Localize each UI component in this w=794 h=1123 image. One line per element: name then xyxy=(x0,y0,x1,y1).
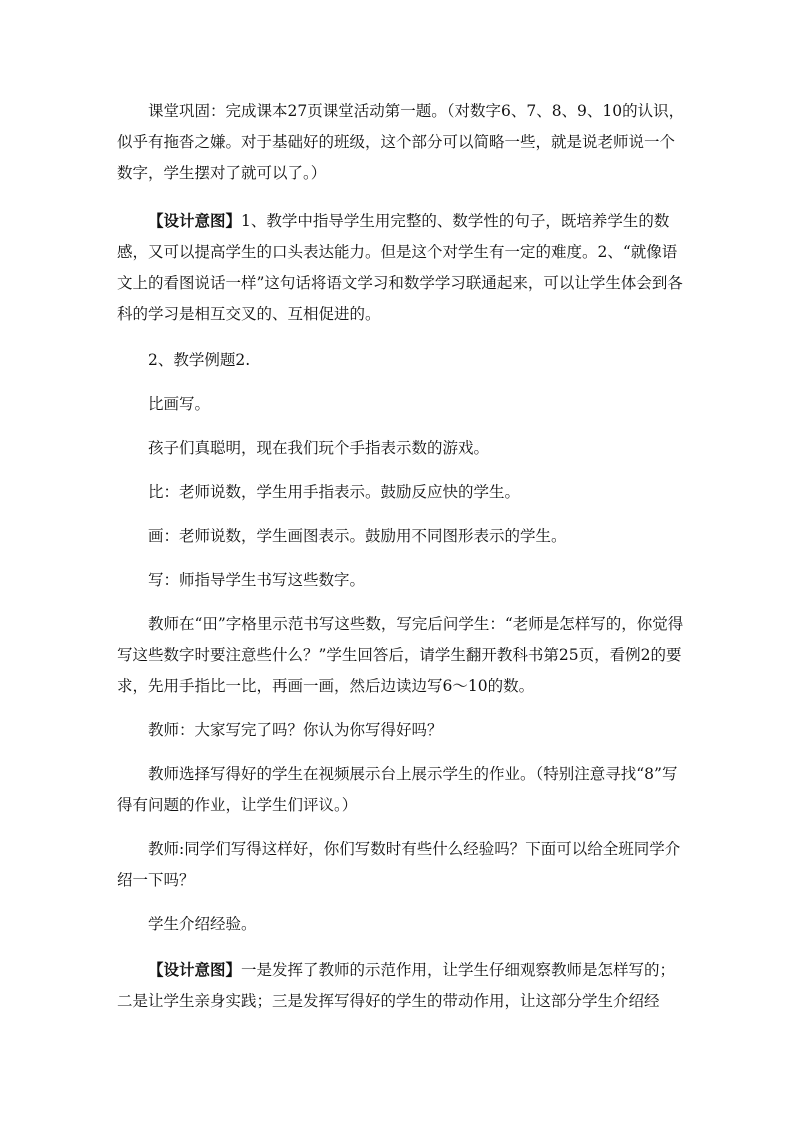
paragraph-showcase: 教师选择写得好的学生在视频展示台上展示学生的作业。（特别注意寻找“8”写得有问题的作业，让学生们评议。） xyxy=(117,765,678,814)
design-intent-label-2: 【设计意图】 xyxy=(148,960,242,979)
design-intent-label: 【设计意图】 xyxy=(148,211,242,230)
paragraph-compare: 比：老师说数，学生用手指表示。鼓励反应快的学生。 xyxy=(148,483,521,501)
paragraph-example-heading: 2、教学例题2. xyxy=(148,351,251,369)
paragraph-compare-draw-write: 比画写。 xyxy=(148,395,211,413)
paragraph-students-share: 学生介绍经验。 xyxy=(148,915,257,933)
paragraph-write: 写：师指导学生书写这些数字。 xyxy=(148,571,366,589)
paragraph-finger-game: 孩子们真聪明，现在我们玩个手指表示数的游戏。 xyxy=(148,439,490,457)
paragraph-consolidation: 课堂巩固：完成课本27页课堂活动第一题。（对数字6、7、8、9、10的认识，似乎有拖沓之嫌。对于基础好的班级，这个部分可以简略一些，就是说老师说一个数字，学生摆对了就可以了。） xyxy=(117,102,685,182)
paragraph-draw: 画：老师说数，学生画图表示。鼓励用不同图形表示的学生。 xyxy=(148,527,567,545)
design-intent-text: 1、教学中指导学生用完整的、数学性的句子，既培养学生的数感，又可以提高学生的口头表达能力。但是这个对学生有一定的难度。2、“就像语文上的看图说话一样”这句话将语文学习和数学学习联通起来，可以让学生体会到各科的学习是相互交叉的、互相促进的。 xyxy=(117,212,683,323)
paragraph-teacher-demo: 教师在“田”字格里示范书写这些数，写完后问学生：“老师是怎样写的，你觉得写这些数字时要注意些什么？”学生回答后，请学生翻开教科书第25页，看例2的要求，先用手指比一比，再画一画，然后边读边写6～10的数。 xyxy=(117,615,684,695)
design-intent-text-2: 一是发挥了教师的示范作用，让学生仔细观察教师是怎样写的；二是让学生亲身实践；三是发挥写得好的学生的带动作用，让这部分学生介绍经 xyxy=(117,961,676,1010)
paragraph-design-intent-2 xyxy=(117,954,689,1017)
paragraph-teacher-question: 教师：大家写完了吗？你认为你写得好吗？ xyxy=(148,721,443,739)
paragraph-design-intent-1 xyxy=(117,205,689,330)
paragraph-experience-question: 教师:同学们写得这样好，你们写数时有些什么经验吗？下面可以给全班同学介绍一下吗？ xyxy=(117,840,681,889)
